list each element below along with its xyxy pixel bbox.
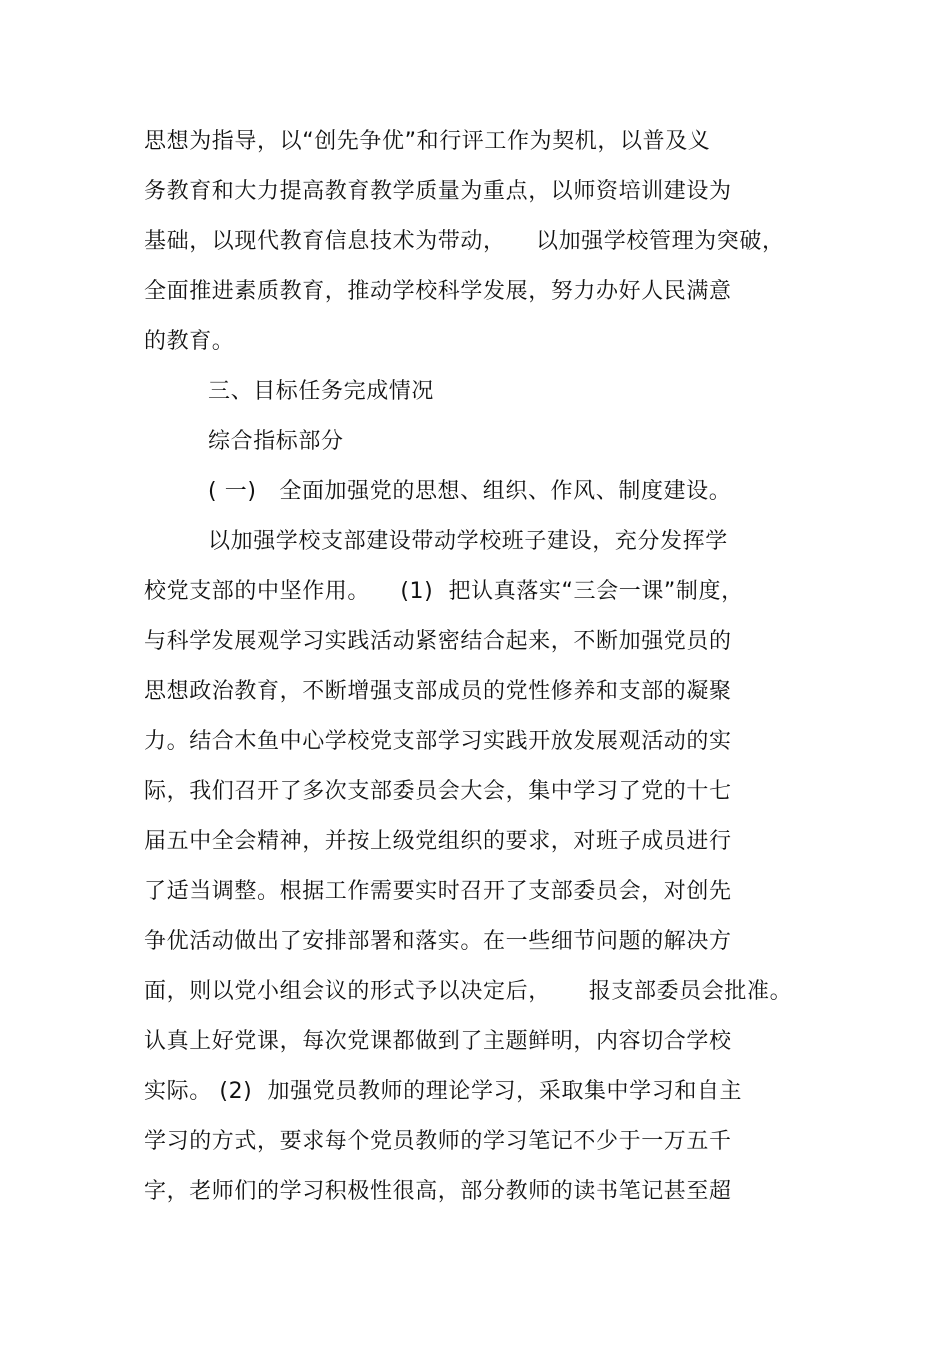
text-line: 的教育。 [144,329,235,354]
item-heading: ( 一) 全面加强党的思想、组织、作风、制度建设。 [208,479,732,504]
text-line: 基础，以现代教育信息技术为带动， 以加强学校管理为突破， [144,229,785,254]
text-line: 实际。 (2) 加强党员教师的理论学习，采取集中学习和自主 [144,1079,743,1104]
text-line: 校党支部的中坚作用。 (1) 把认真落实“三会一课”制度， [144,579,744,604]
paragraph-first-line: 以加强学校支部建设带动学校班子建设，充分发挥学 [208,529,728,554]
text-line: 学习的方式，要求每个党员教师的学习笔记不少于一万五千 [144,1129,732,1154]
text-line: 届五中全会精神，并按上级党组织的要求，对班子成员进行 [144,829,732,854]
subsection-heading: 综合指标部分 [208,429,344,454]
text-line: 认真上好党课，每次党课都做到了主题鲜明，内容切合学校 [144,1029,732,1054]
text-line: 了适当调整。根据工作需要实时召开了支部委员会，对创先 [144,879,732,904]
text-line: 全面推进素质教育，推动学校科学发展，努力办好人民满意 [144,279,732,304]
section-heading: 三、目标任务完成情况 [208,379,435,404]
text-line: 与科学发展观学习实践活动紧密结合起来，不断加强党员的 [144,629,732,654]
text-line: 思想为指导，以“创先争优”和行评工作为契机，以普及义 [144,129,711,154]
text-line: 务教育和大力提高教育教学质量为重点，以师资培训建设为 [144,179,732,204]
text-line: 思想政治教育，不断增强支部成员的党性修养和支部的凝聚 [144,679,732,704]
text-line: 力。结合木鱼中心学校党支部学习实践开放发展观活动的实 [144,729,732,754]
text-line: 面，则以党小组会议的形式予以决定后， 报支部委员会批准。 [144,979,793,1004]
text-line: 争优活动做出了安排部署和落实。在一些细节问题的解决方 [144,929,732,954]
text-line: 字，老师们的学习积极性很高，部分教师的读书笔记甚至超 [144,1179,732,1204]
text-line: 际，我们召开了多次支部委员会大会，集中学习了党的十七 [144,779,732,804]
